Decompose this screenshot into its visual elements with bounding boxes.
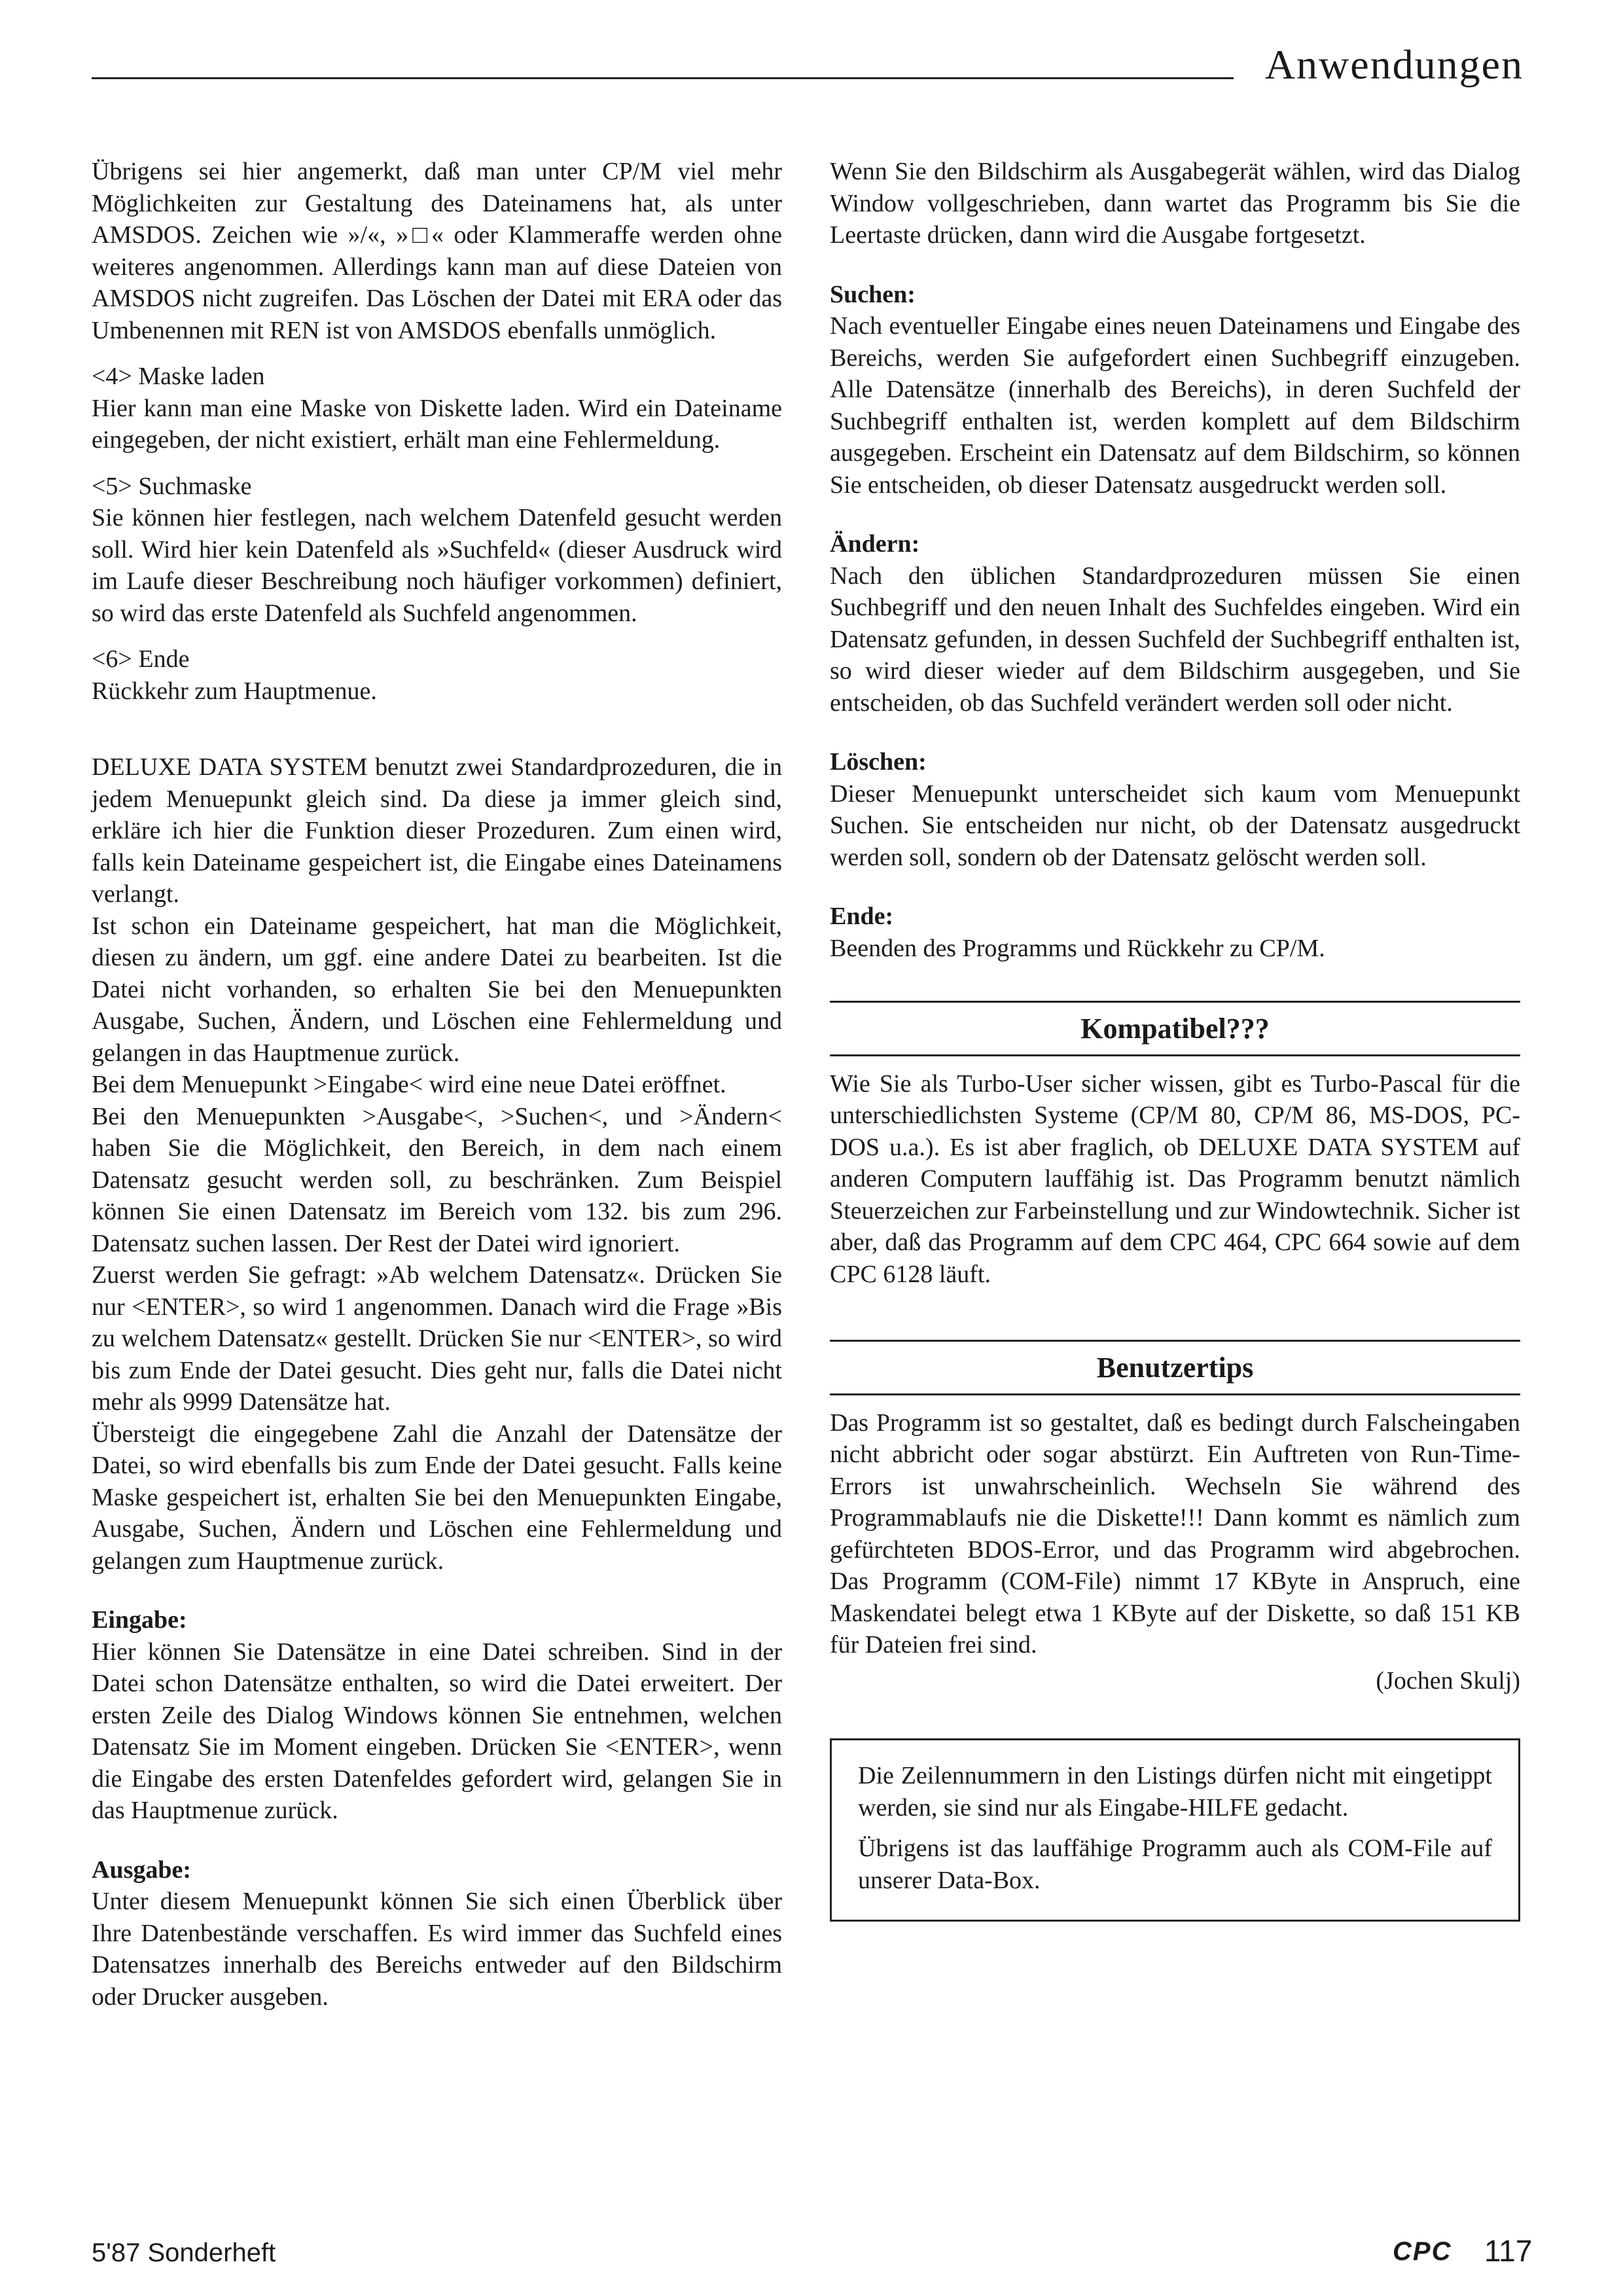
kompatibel-text: Wie Sie als Turbo-User sicher wissen, gibt es Turbo-Pascal für die unterschiedlichsten Systeme (CP/M 80, CP/M 86, MS-DOS, PC-DOS u.a.). Es ist aber fraglich, ob DELUXE DATA SYSTEM auf anderen Computern lauffähig ist. Das Programm benutzt nämlich Steuerzeichen zur Farbeinstellung und zur Windowtechnik. Sicher ist aber, daß das Programm auf dem CPC 464, CPC 664 sowie auf dem CPC 6128 läuft. [830,1069,1520,1288]
right-column [830,156,1520,1922]
loeschen-text: Dieser Menuepunkt unterscheidet sich kaum vom Menuepunkt Suchen. Sie entscheiden nur nicht, ob der Datensatz ausgedruckt werden soll, sondern ob der Datensatz gelöscht werden soll. [830,780,1520,871]
header-rule [92,77,1234,79]
aendern-section [830,528,1520,719]
eingabe-heading: Eingabe: [92,1606,187,1634]
loeschen-heading: Löschen: [830,748,927,776]
ende-section [830,901,1520,964]
page-number: 117 [1484,2234,1533,2268]
body-paragraph: Zuerst werden Sie gefragt: »Ab welchem Datensatz«. Drücken Sie nur <ENTER>, so wird 1 angenommen. Danach wird die Frage »Bis zu welchem Datensatz« gestellt. Drücken Sie nur <ENTER>, so wird bis zum Ende der Datei gesucht. Dies geht nur, falls die Datei nicht mehr als 9999 Datensätze hat. [92,1261,782,1416]
eingabe-section [92,1604,782,1827]
menu-item-heading: <6> Ende [92,645,190,673]
menu-item-5 [92,471,782,630]
issue-label: 5'87 Sonderheft [92,2238,276,2267]
eingabe-text: Hier können Sie Datensätze in eine Datei schreiben. Sind in der Datei schon Datensätze enthalten, so wird die Datei erweitert. Der ersten Zeile des Dialog Windows können Sie entnehmen, welchen Datensatz Sie im Moment eingeben. Drücken Sie <ENTER>, wenn die Eingabe des ersten Datenfeldes gefordert wird, gelangen Sie in das Hauptmenue zurück. [92,1638,782,1824]
note-text: Übrigens ist das lauffähige Programm auch als COM-File auf unserer Data-Box. [858,1835,1492,1894]
note-box [830,1738,1520,1922]
kompatibel-title: Kompatibel??? [830,1001,1520,1056]
ausgabe-heading: Ausgabe: [92,1856,192,1884]
intro-paragraph: Übrigens sei hier angemerkt, daß man unter CP/M viel mehr Möglichkeiten zur Gestaltung des Dateinamens hat, als unter AMSDOS. Zeichen wie »/«, »□« oder Klammeraffe werden ohne weiteres angenommen. Allerdings kann man auf diese Dateien von AMSDOS nicht zugreifen. Das Löschen der Datei mit ERA oder das Umbenennen mit REN ist von AMSDOS ebenfalls unmöglich. [92,158,782,344]
body-paragraph: Bei dem Menuepunkt >Eingabe< wird eine neue Datei eröffnet. [92,1071,726,1098]
menu-item-heading: <5> Suchmaske [92,472,252,500]
menu-item-6 [92,643,782,707]
ende-text: Beenden des Programms und Rückkehr zu CP/M. [830,934,1325,962]
suchen-text: Nach eventueller Eingabe eines neuen Dateinamens und Eingabe des Bereichs, werden Sie aufgefordert einen Suchbegriff einzugeben. Alle Datensätze (innerhalb des Bereichs), in deren Suchfeld der Suchbegriff enthalten ist, werden komplett auf dem Bildschirm ausgegeben. Erscheint ein Datensatz auf dem Bildschirm, so können Sie entscheiden, ob dieser Datensatz ausgedruckt werden soll. [830,312,1520,499]
suchen-section [830,279,1520,501]
body-paragraph: DELUXE DATA SYSTEM benutzt zwei Standardprozeduren, die in jedem Menuepunkt gleich sind. Da diese ja immer gleich sind, erkläre ich hier die Funktion dieser Prozeduren. Zum einen wird, falls kein Dateiname gespeichert ist, die Eingabe eines Dateinamens verlangt. [92,753,782,908]
ende-heading: Ende: [830,903,894,930]
aendern-heading: Ändern: [830,530,920,558]
cpc-logo: CPC [1393,2237,1452,2266]
body-paragraph: Ist schon ein Dateiname gespeichert, hat man die Möglichkeit, diesen zu ändern, um ggf. eine andere Datei zu bearbeiten. Ist die Datei nicht vorhanden, so erhalten Sie bei den Menuepunkten Ausgabe, Suchen, Ändern, und Löschen eine Fehlermeldung und gelangen in das Hauptmenue zurück. [92,912,782,1067]
body-paragraph: Bei den Menuepunkten >Ausgabe<, >Suchen<, und >Ändern< haben Sie die Möglichkeit, den Bereich, in dem nach einem Datensatz gesucht werden soll, zu beschränken. Zum Beispiel können Sie einen Datensatz im Bereich vom 132. bis zum 296. Datensatz suchen lassen. Der Rest der Datei wird ignoriert. [92,1102,782,1257]
output-intro: Wenn Sie den Bildschirm als Ausgabegerät wählen, wird das Dialog Window vollgeschrieben, dann wartet das Programm bis Sie die Leertaste drücken, dann wird die Ausgabe fortgesetzt. [830,158,1520,249]
menu-item-heading: <4> Maske laden [92,363,265,390]
menu-item-text: Hier kann man eine Maske von Diskette laden. Wird ein Dateiname eingegeben, der nicht existiert, erhält man eine Fehlermeldung. [92,394,782,454]
ausgabe-section [92,1854,782,2013]
aendern-text: Nach den üblichen Standardprozeduren müssen Sie einen Suchbegriff und den neuen Inhalt des Suchfeldes eingeben. Wird ein Datensatz gefunden, in dessen Suchfeld der Suchbegriff enthalten ist, so wird dieser wieder auf dem Bildschirm ausgegeben, und Sie entscheiden, ob das Suchfeld verändert werden soll oder nicht. [830,562,1520,717]
menu-item-text: Rückkehr zum Hauptmenue. [92,677,377,705]
note-text: Die Zeilennummern in den Listings dürfen nicht mit eingetippt werden, sie sind nur als Eingabe-HILFE gedacht. [858,1762,1492,1821]
left-column [92,156,782,2013]
benutzertips-title: Benutzertips [830,1340,1520,1395]
author-credit: (Jochen Skulj) [1376,1666,1520,1695]
benutzertips-text: Das Programm ist so gestaltet, daß es bedingt durch Falscheingaben nicht abbricht oder sogar abstürzt. Ein Auftreten von Run-Time-Errors ist unwahrscheinlich. Wechseln Sie während des Programmablaufs nie die Diskette!!! Dann kommt es nämlich zum gefürchteten BDOS-Error, und das Programm wird abgebrochen. Das Programm (COM-File) nimmt 17 KByte in Anspruch, eine Maskendatei belegt etwa 1 KByte auf der Diskette, so daß 151 KB für Dateien frei sind. [830,1408,1520,1659]
body-paragraph: Übersteigt die eingegebene Zahl die Anzahl der Datensätze der Datei, so wird ebenfalls bis zum Ende der Datei gesucht. Falls keine Maske gespeichert ist, erhalten Sie bei den Menuepunkten Eingabe, Ausgabe, Suchen, Ändern und Löschen eine Fehlermeldung und gelangen zum Hauptmenue zurück. [92,1420,782,1575]
suchen-heading: Suchen: [830,280,916,308]
kompatibel-box [830,1001,1520,1290]
menu-item-text: Sie können hier festlegen, nach welchem Datenfeld gesucht werden soll. Wird hier kein Datenfeld als »Suchfeld« (dieser Ausdruck wird im Laufe dieser Beschreibung noch häufiger vorkommen) definiert, so wird das erste Datenfeld als Suchfeld angenommen. [92,504,782,627]
ausgabe-text: Unter diesem Menuepunkt können Sie sich einen Überblick über Ihre Datenbestände verschaffen. Es wird immer das Suchfeld eines Datensatzes innerhalb des Bereichs entweder auf den Bildschirm oder Drucker ausgeben. [92,1888,782,2011]
section-title: Anwendungen [1264,41,1524,88]
menu-item-4 [92,361,782,456]
benutzertips-box [830,1340,1520,1696]
loeschen-section [830,746,1520,873]
